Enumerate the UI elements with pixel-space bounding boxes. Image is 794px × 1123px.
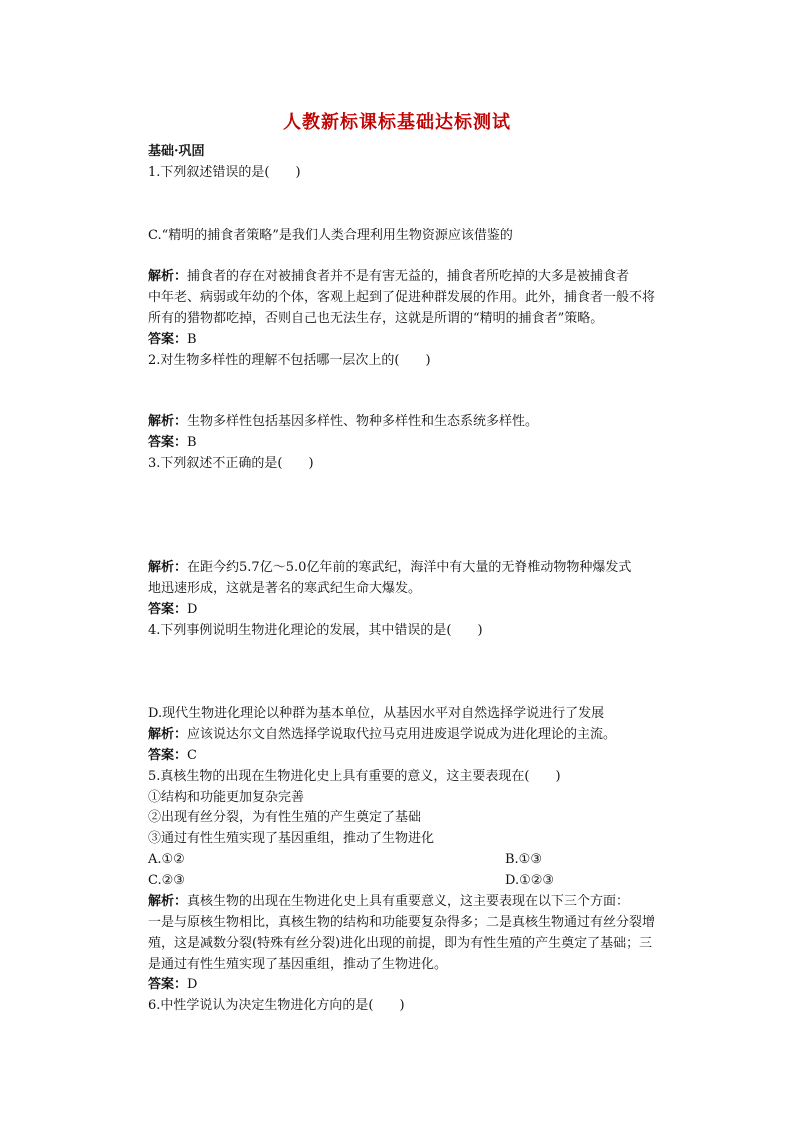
question-5-option-c: C.②③ <box>148 873 185 888</box>
question-2-stem: 2.对生物多样性的理解不包括哪一层次上的( ) <box>148 353 431 368</box>
answer-label: 答案： <box>148 435 188 450</box>
answer-label: 答案： <box>148 977 188 992</box>
question-1-analysis-line-1 <box>148 268 629 286</box>
question-6-stem: 6.中性学说认为决定生物进化方向的是( ) <box>148 998 405 1013</box>
analysis-label: 解析： <box>148 269 188 284</box>
question-5-analysis-line-3: 殖，这是减数分裂(特殊有丝分裂)进化出现的前提，即为有性生殖的产生奠定了基础；三 <box>148 936 653 951</box>
question-5-item-2: ②出现有丝分裂，为有性生殖的产生奠定了基础 <box>148 810 422 825</box>
analysis-text: 真核生物的出现在生物进化史上具有重要意义，这主要表现在以下三个方面： <box>187 894 630 909</box>
question-1-answer <box>148 331 197 349</box>
question-5-option-b: B.①③ <box>505 852 542 867</box>
question-5-analysis-line-2: 一是与原核生物相比，真核生物的结构和功能要复杂得多；二是真核生物通过有丝分裂增 <box>148 915 656 930</box>
analysis-text: 在距今约5.7亿～5.0亿年前的寒武纪，海洋中有大量的无脊椎动物物种爆发式 <box>187 560 632 575</box>
question-2-answer <box>148 434 197 452</box>
answer-label: 答案： <box>148 602 188 617</box>
question-4-stem: 4.下列事例说明生物进化理论的发展，其中错误的是( ) <box>148 623 483 638</box>
question-5-stem: 5.真核生物的出现在生物进化史上具有重要的意义，这主要表现在( ) <box>148 769 561 784</box>
question-3-answer <box>148 601 197 619</box>
question-4-answer <box>148 747 197 765</box>
analysis-label: 解析： <box>148 560 188 575</box>
answer-value: B <box>187 332 197 347</box>
question-4-option-d: D.现代生物进化理论以种群为基本单位，从基因水平对自然选择学说进行了发展 <box>148 706 605 721</box>
analysis-label: 解析： <box>148 894 188 909</box>
answer-label: 答案： <box>148 748 188 763</box>
question-3-stem: 3.下列叙述不正确的是( ) <box>148 456 314 471</box>
question-5-item-1: ①结构和功能更加复杂完善 <box>148 790 305 805</box>
question-1-analysis-line-2: 中年老、病弱或年幼的个体，客观上起到了促进种群发展的作用。此外，捕食者一般不将 <box>148 290 656 305</box>
question-5-option-d: D.①②③ <box>505 873 555 888</box>
analysis-text: 应该说达尔文自然选择学说取代拉马克用进废退学说成为进化理论的主流。 <box>187 727 617 742</box>
question-5-analysis-line-4: 是通过有性生殖实现了基因重组，推动了生物进化。 <box>148 957 448 972</box>
analysis-text: 捕食者的存在对被捕食者并不是有害无益的，捕食者所吃掉的大多是被捕食者 <box>187 269 630 284</box>
page-title: 人教新标课标基础达标测试 <box>283 112 511 133</box>
analysis-text: 生物多样性包括基因多样性、物种多样性和生态系统多样性。 <box>187 414 539 429</box>
question-5-answer <box>148 976 197 994</box>
answer-value: B <box>187 435 197 450</box>
question-1-stem: 1.下列叙述错误的是( ) <box>148 165 301 180</box>
question-3-analysis-line-2: 地迅速形成，这就是著名的寒武纪生命大爆发。 <box>148 581 422 596</box>
answer-value: D <box>187 602 198 617</box>
question-4-analysis-line-1 <box>148 726 616 744</box>
section-heading: 基础·巩固 <box>148 144 205 159</box>
answer-value: C <box>187 748 197 763</box>
question-3-analysis-line-1 <box>148 559 631 577</box>
analysis-label: 解析： <box>148 727 188 742</box>
analysis-label: 解析： <box>148 414 188 429</box>
question-5-item-3: ③通过有性生殖实现了基因重组，推动了生物进化 <box>148 831 435 846</box>
question-2-analysis-line-1 <box>148 413 538 431</box>
answer-value: D <box>187 977 198 992</box>
answer-label: 答案： <box>148 332 188 347</box>
question-5-option-a: A.①② <box>148 852 185 867</box>
question-1-option-c: C.“精明的捕食者策略”是我们人类合理利用生物资源应该借鉴的 <box>148 228 513 243</box>
question-1-analysis-line-3: 所有的猎物都吃掉，否则自己也无法生存，这就是所谓的“精明的捕食者”策略。 <box>148 311 604 326</box>
question-5-analysis-line-1 <box>148 893 629 911</box>
